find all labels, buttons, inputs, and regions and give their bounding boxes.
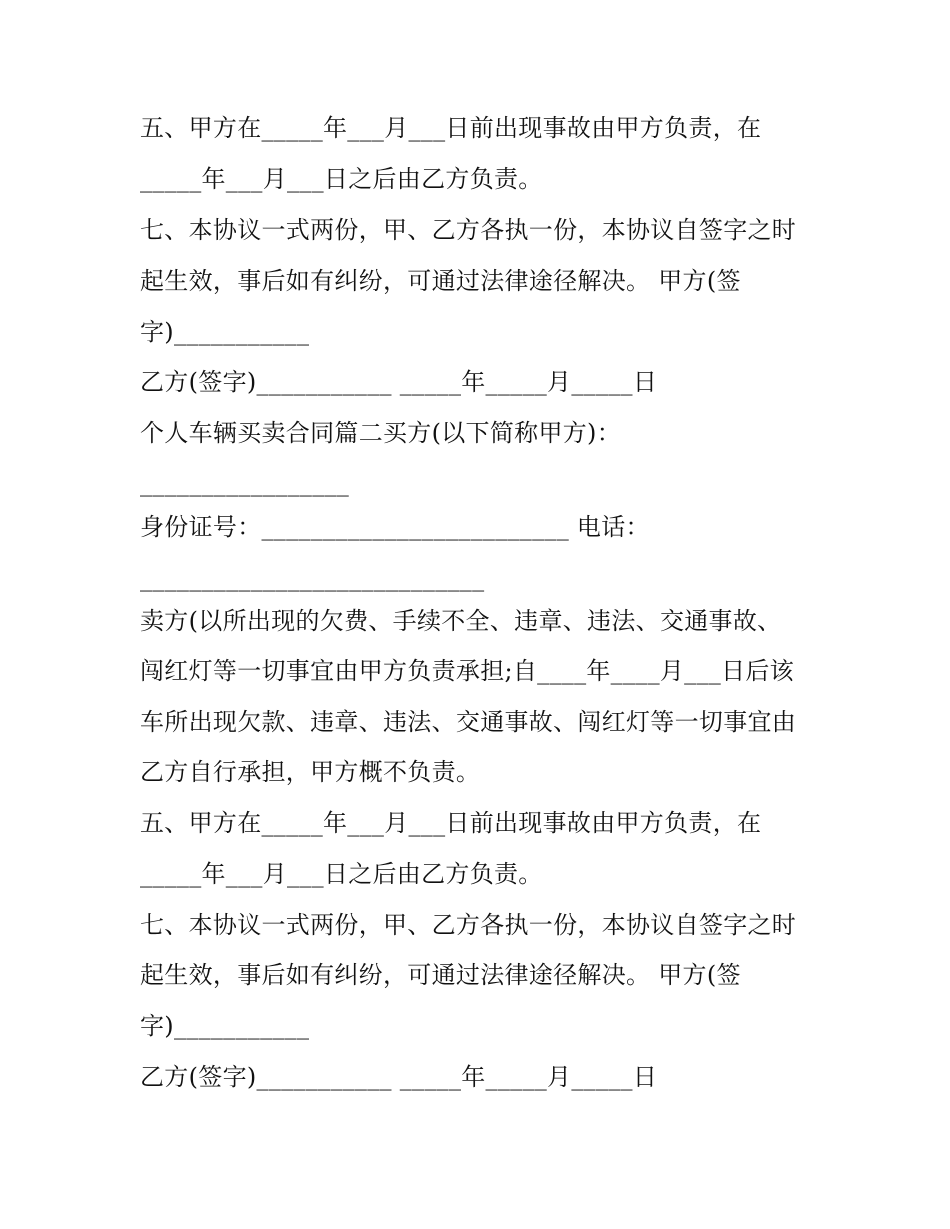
text-line: 乙方自行承担，甲方概不负责。 bbox=[140, 758, 481, 786]
text-line: 起生效，事后如有纠纷，可通过法律途径解决。 甲方(签 bbox=[140, 961, 741, 989]
text-line: 字)___________ bbox=[140, 1012, 310, 1040]
text-line: 卖方(以所出现的欠费、手续不全、违章、违法、交通事故、 bbox=[140, 607, 782, 635]
text-line: 七、本协议一式两份，甲、乙方各执一份，本协议自签字之时 bbox=[140, 216, 797, 244]
text-line: _________________ bbox=[140, 469, 350, 497]
text-line: 身份证号：_________________________ 电话： bbox=[140, 513, 650, 541]
text-line: 个人车辆买卖合同篇二买方(以下简称甲方)： bbox=[140, 419, 622, 447]
text-line: _____年___月___日之后由乙方负责。 bbox=[140, 165, 543, 193]
text-line: 字)___________ bbox=[140, 318, 310, 346]
text-line: 五、甲方在_____年___月___日前出现事故由甲方负责，在 bbox=[140, 809, 762, 837]
text-line: _____年___月___日之后由乙方负责。 bbox=[140, 860, 543, 888]
text-line: 五、甲方在_____年___月___日前出现事故由甲方负责，在 bbox=[140, 114, 762, 142]
text-line: 车所出现欠款、违章、违法、交通事故、闯红灯等一切事宜由 bbox=[140, 708, 797, 736]
text-line: 闯红灯等一切事宜由甲方负责承担;自____年____月___日后该 bbox=[140, 657, 794, 685]
text-line: ____________________________ bbox=[140, 564, 485, 592]
text-line: 起生效，事后如有纠纷，可通过法律途径解决。 甲方(签 bbox=[140, 267, 741, 295]
text-line: 七、本协议一式两份，甲、乙方各执一份，本协议自签字之时 bbox=[140, 911, 797, 939]
text-line: 乙方(签字)___________ _____年_____月_____日 bbox=[140, 1063, 658, 1091]
text-line: 乙方(签字)___________ _____年_____月_____日 bbox=[140, 368, 658, 396]
